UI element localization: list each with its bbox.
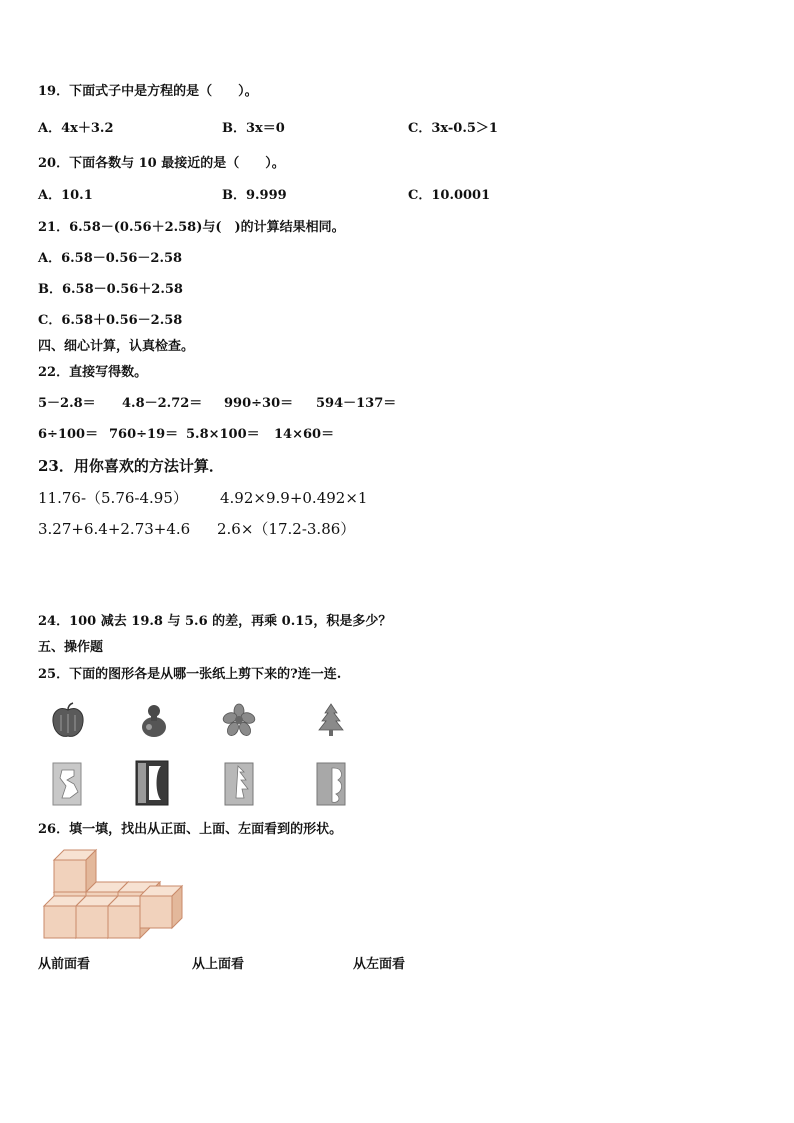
q22-item: 594－137＝ <box>316 396 397 411</box>
q19-option-c[interactable]: C．3x-0.5＞1 <box>408 121 498 136</box>
q20-stem: 20．下面各数与 10 最接近的是（ ）。 <box>38 156 285 171</box>
paper-cut-4-icon[interactable] <box>316 762 346 806</box>
q22-item: 4.8－2.72＝ <box>122 396 203 411</box>
q23-expression: 2.6×（17.2-3.86） <box>217 520 356 538</box>
paper-cut-2-icon[interactable] <box>135 760 169 806</box>
tree-shape-icon[interactable] <box>315 703 347 737</box>
q25-stem: 25．下面的图形各是从哪一张纸上剪下来的?连一连. <box>38 667 342 682</box>
q23-expression: 4.92×9.9+0.492×1 <box>220 489 368 507</box>
cube-stack-figure <box>44 850 172 942</box>
section-4-heading: 四、细心计算，认真检查。 <box>38 339 195 354</box>
section-5-heading: 五、操作题 <box>38 640 104 655</box>
q23-expression: 3.27+6.4+2.73+4.6 <box>38 520 191 538</box>
q23-stem: 23．用你喜欢的方法计算． <box>38 457 224 475</box>
flower-shape-icon[interactable] <box>222 703 256 737</box>
q19-stem: 19．下面式子中是方程的是（ ）。 <box>38 84 258 99</box>
q21-option-a[interactable]: A．6.58－0.56－2.58 <box>38 251 183 266</box>
q22-item: 5.8×100＝ <box>186 427 260 442</box>
q22-item: 5－2.8＝ <box>38 396 96 411</box>
q22-item: 14×60＝ <box>274 427 335 442</box>
q26-stem: 26．填一填，找出从正面、上面、左面看到的形状。 <box>38 822 343 837</box>
gourd-shape-icon[interactable] <box>137 703 171 739</box>
q19-option-b[interactable]: B．3x＝0 <box>222 121 285 136</box>
q20-option-a[interactable]: A．10.1 <box>38 188 93 203</box>
view-from-front-label: 从前面看 <box>38 957 91 972</box>
q22-item: 760÷19＝ <box>109 427 179 442</box>
view-from-left-label: 从左面看 <box>353 957 406 972</box>
q24-stem: 24．100 减去 19.8 与 5.6 的差，再乘 0.15，积是多少？ <box>38 614 392 629</box>
q23-expression: 11.76-（5.76-4.95） <box>38 489 188 507</box>
apple-shape-icon[interactable] <box>50 703 86 739</box>
q22-item: 6÷100＝ <box>38 427 99 442</box>
cube <box>54 850 96 892</box>
view-from-top-label: 从上面看 <box>192 957 245 972</box>
q21-stem: 21．6.58－(0.56＋2.58)与( )的计算结果相同。 <box>38 220 345 235</box>
q20-option-c[interactable]: C．10.0001 <box>408 188 491 203</box>
q21-option-b[interactable]: B．6.58－0.56＋2.58 <box>38 282 183 297</box>
paper-cut-3-icon[interactable] <box>224 762 254 806</box>
q20-option-b[interactable]: B．9.999 <box>222 188 287 203</box>
cube <box>140 886 182 928</box>
q22-item: 990÷30＝ <box>224 396 294 411</box>
paper-cut-1-icon[interactable] <box>52 762 82 806</box>
q19-option-a[interactable]: A．4x＋3.2 <box>38 121 114 136</box>
q21-option-c[interactable]: C．6.58＋0.56－2.58 <box>38 313 183 328</box>
q22-stem: 22．直接写得数。 <box>38 365 148 380</box>
